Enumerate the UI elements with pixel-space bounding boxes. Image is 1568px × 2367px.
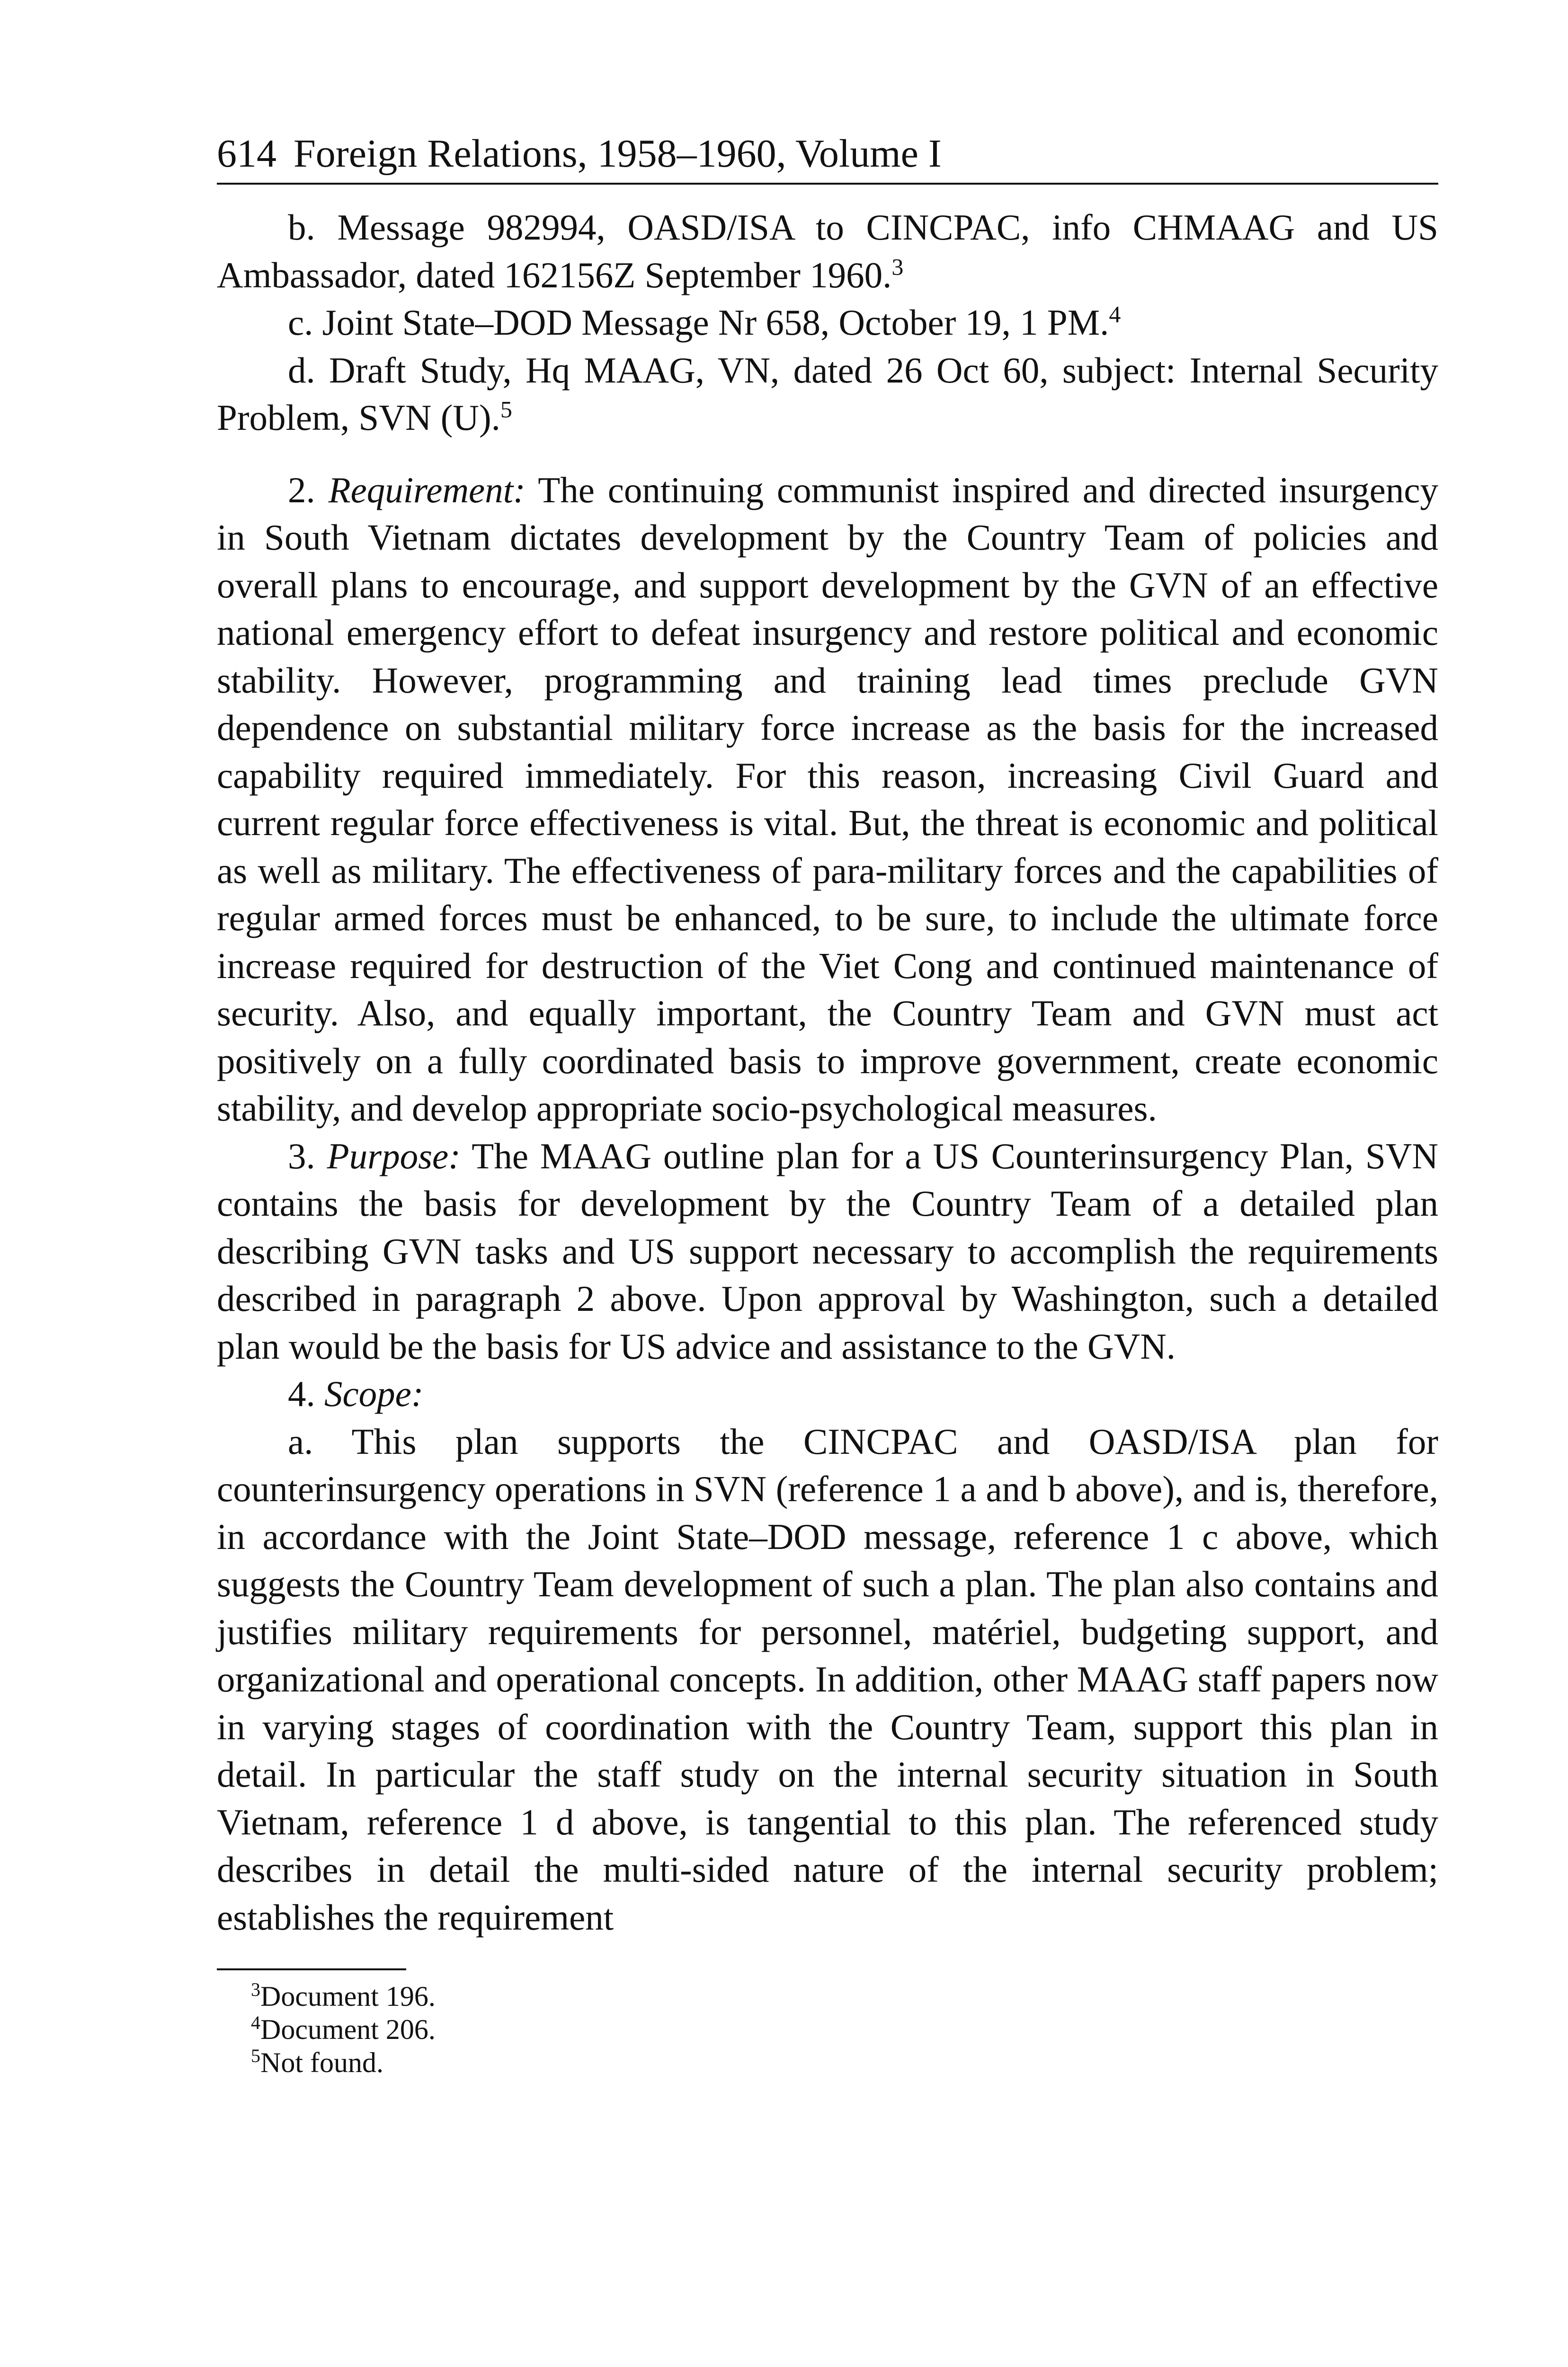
running-header xyxy=(217,128,1438,185)
reference-c: c. Joint State–DOD Message Nr 658, October 19, 1 PM.$^4$ xyxy=(288,301,1121,343)
reference-b: b. Message 982994, OASD/ISA to CINCPAC, info CHMAAG and US Ambassador, dated 162156Z September 1960.$^3$ xyxy=(217,207,1438,295)
footnote-list xyxy=(217,1980,1438,2079)
footnote-divider xyxy=(217,1968,406,1970)
section-label-requirement: Requirement: xyxy=(328,469,526,510)
footnote-marker-3: 3 xyxy=(891,253,904,280)
footnote-4: $^4$Document 206. xyxy=(251,2012,436,2045)
paragraph-purpose xyxy=(217,1132,1438,1370)
section-number: 3. xyxy=(288,1135,315,1176)
section-label-purpose: Purpose: xyxy=(327,1135,461,1176)
section-number: 4. xyxy=(288,1373,315,1414)
document-page xyxy=(217,128,1438,2079)
section-label-scope: Scope: xyxy=(324,1373,424,1414)
section-text: The MAAG outline plan for a US Counterinsurgency Plan, SVN contains the basis for development by the Country Team of a detailed plan describing GVN tasks and US support necessary to accomplish the requirements described in paragraph 2 above. Upon approval by Washington, such a detailed plan would be the basis for US advice and assistance to the GVN. xyxy=(217,1135,1439,1367)
running-title: Foreign Relations, 1958–1960, Volume I xyxy=(294,132,942,176)
footnote-3: $^3$Document 196. xyxy=(251,1979,436,2012)
paragraph-scope-a: a. This plan supports the CINCPAC and OASD/ISA plan for counterinsurgency operations in SVN (reference 1 a and b above), and is, therefore, in accordance with the Joint State–DOD message, reference 1 c above, which suggests the Country Team development of such a plan. The plan also contains and justifies military requirements for personnel, matériel, budgeting support, and organizational and operational concepts. In addition, other MAAG staff papers now in varying stages of coordination with the Country Team, support this plan in detail. In particular the staff study on the internal security situation in South Vietnam, reference 1 d above, is tangential to this plan. The referenced study describes in detail the multi-sided nature of the internal security problem; establishes the requirement xyxy=(217,1421,1438,1938)
page-number: 614 xyxy=(217,132,276,176)
section-text: The continuing communist inspired and directed insurgency in South Vietnam dictates development by the Country Team of policies and overall plans to encourage, and support development by the GVN of an effective national emergency effort to defeat insurgency and restore political and economic stability. However, programming and training lead times preclude GVN dependence on substantial military force increase as the basis for the increased capability required immediately. For this reason, increasing Civil Guard and current regular force effectiveness is vital. But, the threat is economic and political as well as military. The effectiveness of para-military forces and the capabilities of regular armed forces must be enhanced, to be sure, to include the ultimate force increase required for destruction of the Viet Cong and continued maintenance of security. Also, and equally important, the Country Team and GVN must act positively on a fully coordinated basis to improve government, create economic stability, and develop appropriate socio-psychological measures. xyxy=(217,469,1438,1129)
footnote-marker-5: 5 xyxy=(500,396,512,423)
reference-d: d. Draft Study, Hq MAAG, VN, dated 26 Oct 60, subject: Internal Security Problem, SVN (U).$^5$ xyxy=(217,349,1438,438)
paragraph-requirement xyxy=(217,466,1438,1132)
reference-list xyxy=(217,204,1438,442)
paragraph-scope-heading xyxy=(217,1370,1438,1418)
footnote-5: $^5$Not found. xyxy=(251,2045,383,2078)
footnote-marker-4: 4 xyxy=(1109,301,1121,328)
section-number: 2. xyxy=(288,469,315,510)
